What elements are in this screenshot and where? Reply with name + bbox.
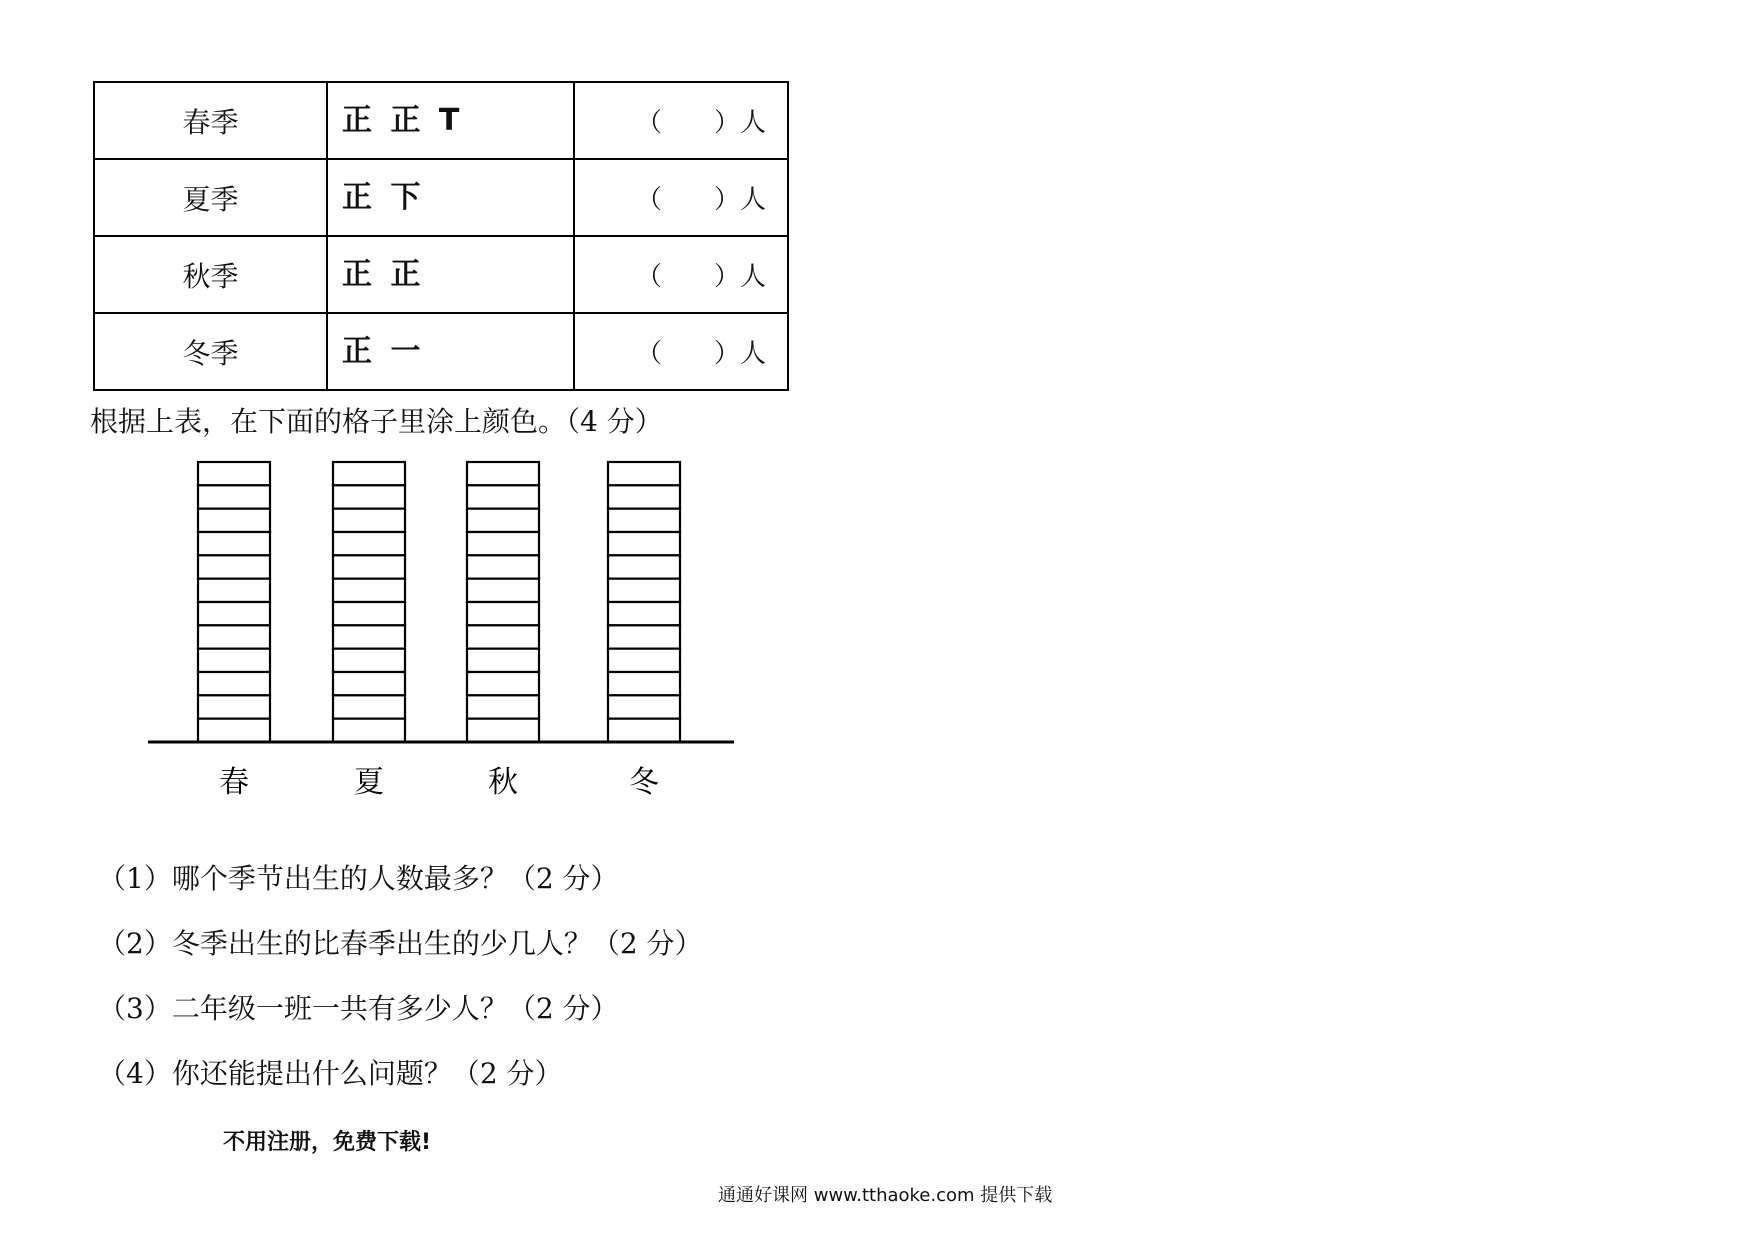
grid-cell[interactable]	[608, 485, 680, 508]
grid-cell[interactable]	[333, 602, 405, 625]
grid-cell[interactable]	[467, 509, 539, 532]
promo-text: 不用注册，免费下载!	[223, 1130, 432, 1155]
grid-cell[interactable]	[467, 602, 539, 625]
grid-cell[interactable]	[198, 625, 270, 648]
grid-cell[interactable]	[608, 579, 680, 602]
tally-marks-cell: 正 正	[327, 236, 574, 313]
count-blank: （ ）人	[635, 339, 766, 369]
grid-cell[interactable]	[608, 672, 680, 695]
grid-cell[interactable]	[198, 672, 270, 695]
grid-cell[interactable]	[467, 485, 539, 508]
count-blank: （ ）人	[635, 108, 766, 138]
grid-cell[interactable]	[198, 462, 270, 485]
grid-cell[interactable]	[608, 555, 680, 578]
tally-marks-cell: 正 正 T	[327, 82, 574, 159]
grid-column	[198, 462, 270, 742]
question-4: （4）你还能提出什么问题？（2 分）	[98, 1057, 563, 1090]
footer-text: 通通好课网 www.tthaoke.com 提供下载	[718, 1185, 1053, 1206]
grid-cell[interactable]	[608, 649, 680, 672]
grid-cell[interactable]	[333, 672, 405, 695]
season-cell: 夏季	[94, 159, 327, 236]
grid-cell[interactable]	[467, 625, 539, 648]
grid-cell[interactable]	[198, 485, 270, 508]
grid-cell[interactable]	[467, 462, 539, 485]
grid-cell[interactable]	[333, 532, 405, 555]
grid-cell[interactable]	[467, 695, 539, 718]
season-cell: 秋季	[94, 236, 327, 313]
grid-cell[interactable]	[467, 555, 539, 578]
grid-column	[333, 462, 405, 742]
count-blank: （ ）人	[635, 262, 766, 292]
grid-cell[interactable]	[467, 532, 539, 555]
grid-cell[interactable]	[608, 462, 680, 485]
grid-cell[interactable]	[333, 509, 405, 532]
grid-column-label: 秋	[488, 765, 518, 800]
question-2: （2）冬季出生的比春季出生的少几人？（2 分）	[98, 927, 703, 960]
grid-column-label: 夏	[354, 765, 384, 800]
grid-cell[interactable]	[467, 672, 539, 695]
grid-cell[interactable]	[333, 625, 405, 648]
grid-cell[interactable]	[333, 579, 405, 602]
tally-marks-cell: 正 一	[327, 313, 574, 390]
grid-cell[interactable]	[198, 649, 270, 672]
grid-cell[interactable]	[467, 719, 539, 742]
grid-cell[interactable]	[333, 649, 405, 672]
grid-column	[608, 462, 680, 742]
question-1: （1）哪个季节出生的人数最多？（2 分）	[98, 862, 619, 895]
grid-cell[interactable]	[608, 719, 680, 742]
grid-column-label: 冬	[629, 765, 659, 800]
grid-cell[interactable]	[198, 532, 270, 555]
grid-cell[interactable]	[198, 555, 270, 578]
grid-cell[interactable]	[333, 462, 405, 485]
count-blank: （ ）人	[635, 185, 766, 215]
grid-cell[interactable]	[467, 579, 539, 602]
grid-cell[interactable]	[467, 649, 539, 672]
season-cell: 春季	[94, 82, 327, 159]
grid-cell[interactable]	[333, 695, 405, 718]
grid-cell[interactable]	[198, 719, 270, 742]
grid-cell[interactable]	[198, 602, 270, 625]
grid-column-label: 春	[219, 765, 249, 800]
grid-cell[interactable]	[608, 509, 680, 532]
grid-cell[interactable]	[608, 625, 680, 648]
grid-cell[interactable]	[198, 695, 270, 718]
tally-marks-cell: 正 下	[327, 159, 574, 236]
grid-cell[interactable]	[198, 509, 270, 532]
instruction-text: 根据上表，在下面的格子里涂上颜色。（4 分）	[90, 405, 663, 438]
grid-cell[interactable]	[198, 579, 270, 602]
grid-cell[interactable]	[608, 532, 680, 555]
grid-column	[467, 462, 539, 742]
grid-cell[interactable]	[333, 485, 405, 508]
season-cell: 冬季	[94, 313, 327, 390]
grid-cell[interactable]	[333, 555, 405, 578]
grid-cell[interactable]	[608, 602, 680, 625]
question-3: （3）二年级一班一共有多少人？（2 分）	[98, 992, 619, 1025]
grid-cell[interactable]	[333, 719, 405, 742]
grid-cell[interactable]	[608, 695, 680, 718]
